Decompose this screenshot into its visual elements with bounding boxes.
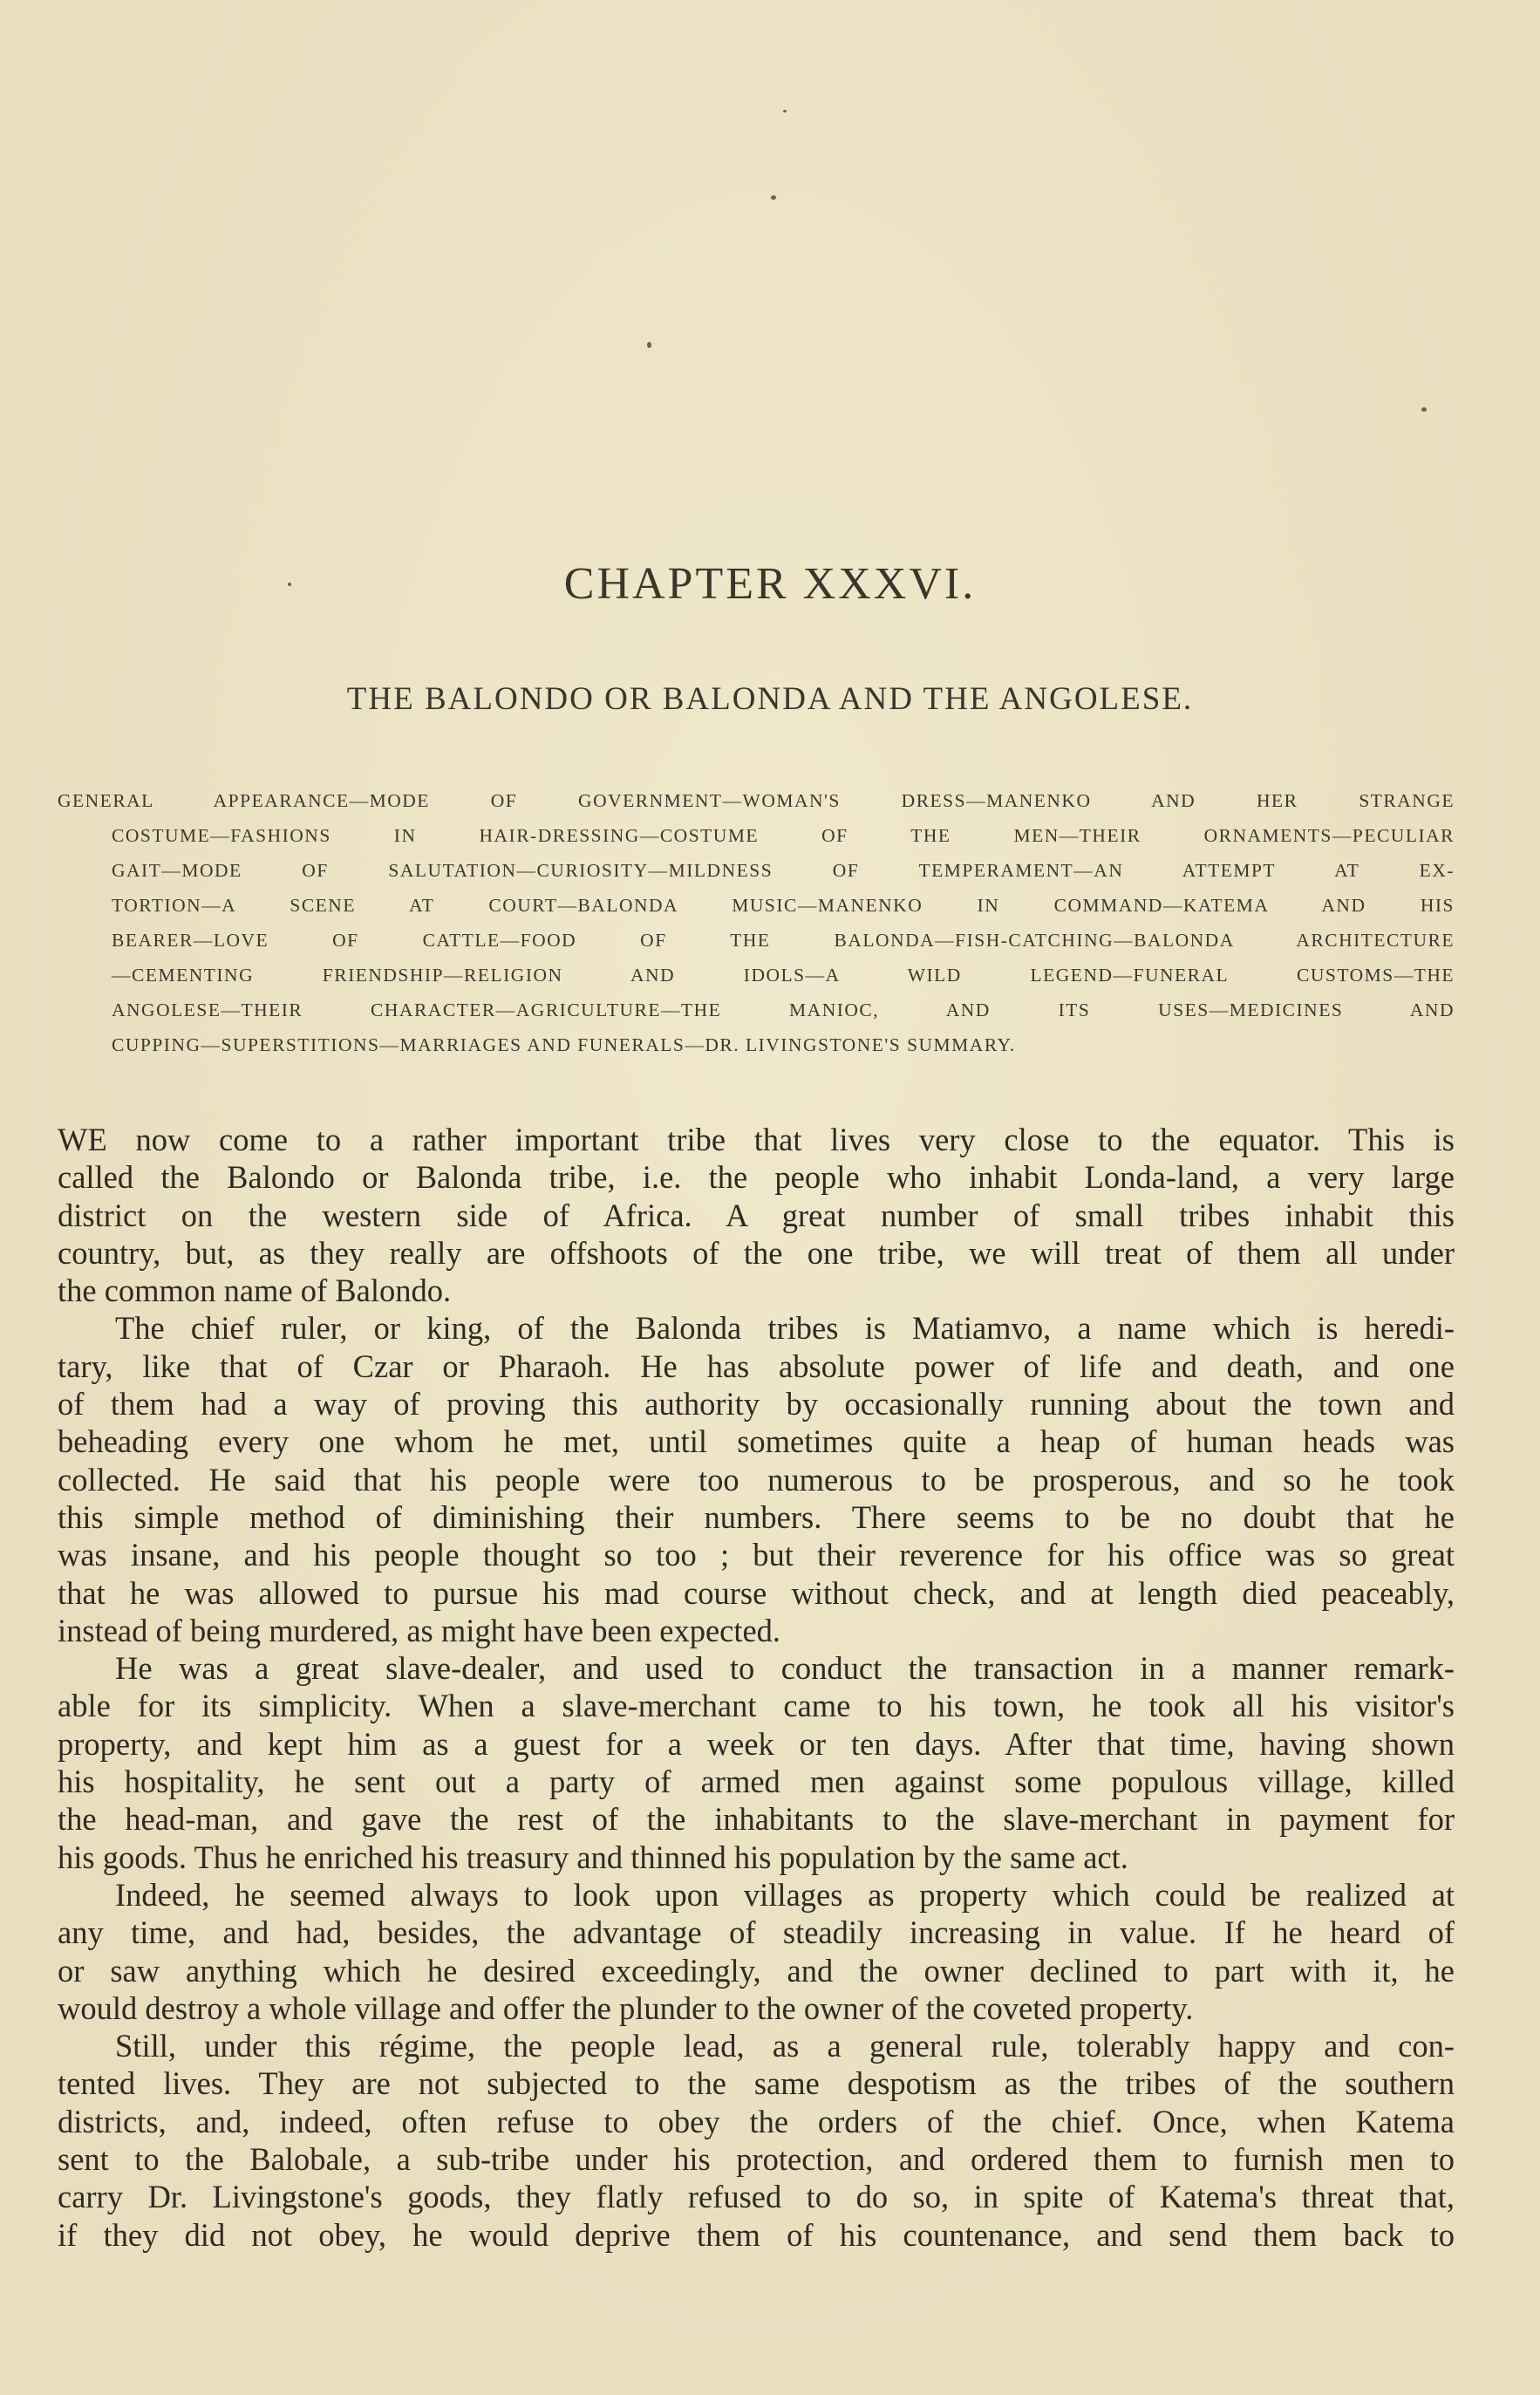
paragraph-2-line: of them had a way of proving this authority by occasionally running about the town and <box>58 1386 1455 1423</box>
paragraph-2-line: beheading every one whom he met, until sometimes quite a heap of human heads was <box>58 1423 1455 1460</box>
paragraph-2-line: instead of being murdered, as might have been expected. <box>58 1612 781 1648</box>
paragraph-3-line: his hospitality, he sent out a party of armed men against some populous village, killed <box>58 1764 1455 1800</box>
paragraph-3-line: He was a great slave-dealer, and used to conduct the transaction in a manner remark- <box>115 1650 1455 1687</box>
paragraph-5-line: sent to the Balobale, a sub-tribe under his protection, and ordered them to furnish men to <box>58 2141 1455 2178</box>
paragraph-1-line: the common name of Balondo. <box>58 1273 452 1309</box>
paragraph-5-line: carry Dr. Livingstone's goods, they flatly refused to do so, in spite of Katema's threat that, <box>58 2179 1455 2215</box>
chapter-summary <box>58 783 1455 1062</box>
paragraph-2-line: was insane, and his people thought so too ; but their reverence for his office was so great <box>58 1537 1455 1573</box>
paragraph-1-line: country, but, as they really are offshoots of the one tribe, we will treat of them all under <box>58 1234 1455 1271</box>
paragraph-2-line: that he was allowed to pursue his mad course without check, and at length died peaceably, <box>58 1574 1455 1611</box>
paragraph-3-line: able for its simplicity. When a slave-merchant came to his town, he took all his visitor's <box>58 1688 1455 1724</box>
paragraph-2-line: The chief ruler, or king, of the Balonda tribes is Matiamvo, a name which is heredi- <box>115 1310 1455 1347</box>
chapter-heading: CHAPTER XXXVI. <box>563 559 977 609</box>
paragraph-2-line: tary, like that of Czar or Pharaoh. He has absolute power of life and death, and one <box>58 1348 1455 1384</box>
summary-line: ANGOLESE—THEIR CHARACTER—AGRICULTURE—THE MANIOC, AND ITS USES—MEDICINES AND <box>112 1000 1455 1020</box>
summary-line: GENERAL APPEARANCE—MODE OF GOVERNMENT—WOMAN'S DRESS—MANENKO AND HER STRANGE <box>58 790 1455 811</box>
paragraph-3-line: property, and kept him as a guest for a week or ten days. After that time, having shown <box>58 1725 1455 1762</box>
paragraph-1-line: WE now come to a rather important tribe that lives very close to the equator. This is <box>58 1122 1455 1157</box>
summary-line: CUPPING—SUPERSTITIONS—MARRIAGES AND FUNERALS—DR. LIVINGSTONE'S SUMMARY. <box>112 1034 1016 1055</box>
paragraph-1-line: district on the western side of Africa. A great number of small tribes inhabit this <box>58 1197 1455 1233</box>
paragraph-4-line: any time, and had, besides, the advantage of steadily increasing in value. If he heard of <box>58 1914 1455 1951</box>
paragraph-5-line: tented lives. They are not subjected to the same despotism as the tribes of the southern <box>58 2065 1455 2102</box>
paragraph-2-line: collected. He said that his people were too numerous to be prosperous, and so he took <box>58 1461 1455 1498</box>
paragraph-4-line: Indeed, he seemed always to look upon villages as property which could be realized at <box>115 1876 1455 1913</box>
chapter-title: THE BALONDO OR BALONDA AND THE ANGOLESE. <box>346 681 1194 717</box>
paragraph-4-line: or saw anything which he desired exceedingly, and the owner declined to part with it, he <box>58 1952 1455 1989</box>
summary-line: TORTION—A SCENE AT COURT—BALONDA MUSIC—MANENKO IN COMMAND—KATEMA AND HIS <box>112 895 1455 916</box>
paragraph-3-line: the head-man, and gave the rest of the inhabitants to the slave-merchant in payment for <box>58 1801 1455 1838</box>
body-text <box>58 1121 1455 2254</box>
summary-line: BEARER—LOVE OF CATTLE—FOOD OF THE BALONDA—FISH-CATCHING—BALONDA ARCHITECTURE <box>112 930 1455 951</box>
paragraph-3-line: his goods. Thus he enriched his treasury and thinned his population by the same act. <box>58 1839 1128 1875</box>
summary-line: COSTUME—FASHIONS IN HAIR-DRESSING—COSTUME OF THE MEN—THEIR ORNAMENTS—PECULIAR <box>112 825 1455 846</box>
paragraph-1-line: called the Balondo or Balonda tribe, i.e. the people who inhabit Londa-land, a very large <box>58 1159 1455 1196</box>
paragraph-2-line: this simple method of diminishing their numbers. There seems to be no doubt that he <box>58 1498 1455 1535</box>
paragraph-5-line: Still, under this régime, the people lead, as a general rule, tolerably happy and con- <box>115 2028 1455 2064</box>
paragraph-4-line: would destroy a whole village and offer the plunder to the owner of the coveted property. <box>58 1989 1194 2026</box>
summary-line: GAIT—MODE OF SALUTATION—CURIOSITY—MILDNESS OF TEMPERAMENT—AN ATTEMPT AT EX- <box>112 860 1455 881</box>
paragraph-5-line: if they did not obey, he would deprive them of his countenance, and send them back to <box>58 2216 1455 2253</box>
paragraph-5-line: districts, and, indeed, often refuse to obey the orders of the chief. Once, when Katema <box>58 2103 1455 2139</box>
summary-line: —CEMENTING FRIENDSHIP—RELIGION AND IDOLS—A WILD LEGEND—FUNERAL CUSTOMS—THE <box>112 965 1455 986</box>
